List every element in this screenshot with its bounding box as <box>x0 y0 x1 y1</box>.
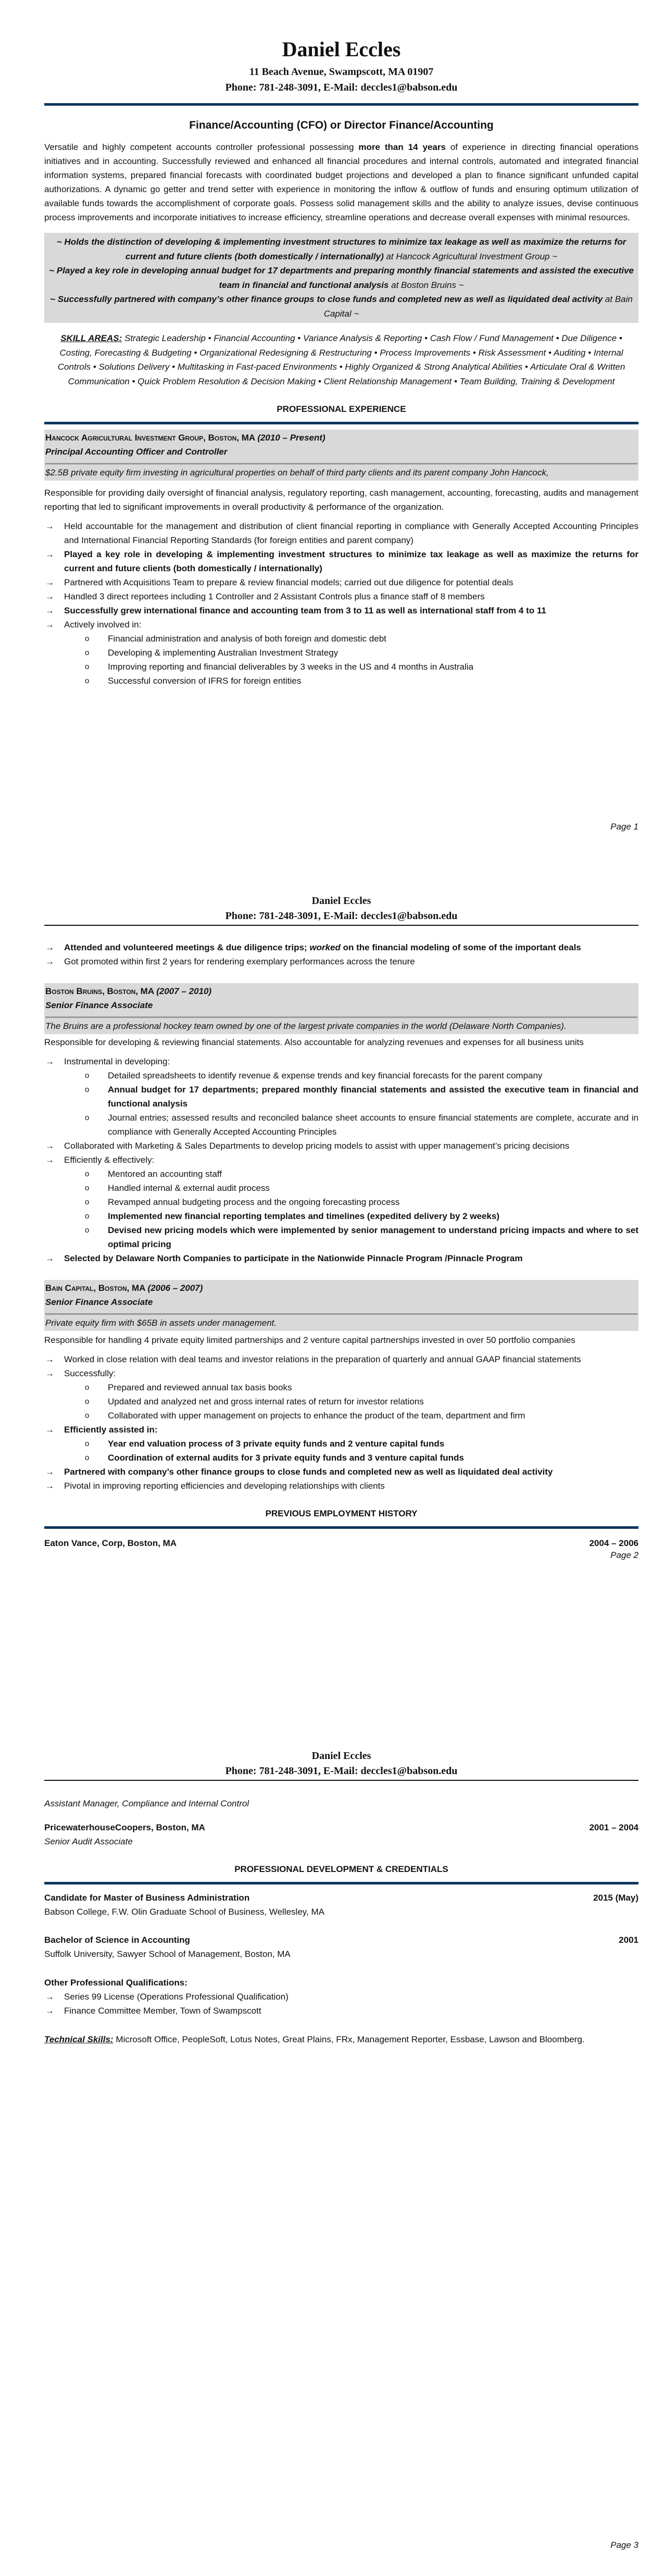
arrow-icon: → <box>45 577 54 587</box>
list-item: o Prepared and reviewed annual tax basis books <box>44 1380 638 1394</box>
qualifications-list <box>44 1990 638 2018</box>
job-header <box>44 1280 638 1315</box>
arrow-icon: → <box>45 2006 54 2016</box>
list-item: → Series 99 License (Operations Professional Qualification) <box>44 1990 638 2004</box>
previous-title: Senior Audit Associate <box>44 1837 133 1846</box>
arrow-icon: → <box>45 592 54 601</box>
previous-title: Assistant Manager, Compliance and Internal Control <box>44 1799 249 1808</box>
job-bullets <box>44 1423 638 1437</box>
circle-bullet-icon: o <box>85 648 90 657</box>
circle-bullet-icon: o <box>85 1184 90 1192</box>
sub-bullets <box>44 1069 638 1139</box>
arrow-icon: → <box>45 1368 54 1378</box>
list-item: o Updated and analyzed net and gross internal rates of return for investor relations <box>44 1394 638 1409</box>
list-item: o Handled internal & external audit process <box>44 1181 638 1195</box>
header-rule <box>44 925 638 926</box>
page-number: Page 1 <box>610 822 638 832</box>
qualifications-label: Other Professional Qualifications: <box>44 1978 187 1988</box>
circle-bullet-icon: o <box>85 1198 90 1207</box>
header-rule <box>44 103 638 106</box>
list-item: → Finance Committee Member, Town of Swampscott <box>44 2004 638 2018</box>
arrow-icon: → <box>45 1992 54 2002</box>
arrow-icon: → <box>45 957 54 966</box>
circle-bullet-icon: o <box>85 1113 90 1122</box>
address: 11 Beach Avenue, Swampscott, MA 01907 <box>249 66 434 78</box>
job-title: Principal Accounting Officer and Controller <box>45 447 228 457</box>
section-rule <box>44 422 638 424</box>
education-row <box>44 1933 638 1947</box>
degree: Candidate for Master of Business Administration <box>44 1893 250 1903</box>
circle-bullet-icon: o <box>85 1383 90 1392</box>
sub-bullets <box>44 1380 638 1423</box>
job-description: $2.5B private equity firm investing in agricultural properties on behalf of third party clients and its parent company John Hancock, <box>44 464 638 481</box>
list-item: o Journal entries; assessed results and reconciled balance sheet accounts to ensure financial statements are complete, accurate and in compliance with Generally Accepted Accounting Principles <box>44 1111 638 1139</box>
arrow-icon: → <box>45 1253 54 1263</box>
education-row <box>44 1891 638 1905</box>
sub-bullets <box>44 632 638 688</box>
job-company: Hancock Agricultural Investment Group, Boston, MA (2010 – Present) <box>45 433 325 443</box>
contact-line: Phone: 781-248-3091, E-Mail: deccles1@babson.edu <box>225 82 458 93</box>
arrow-icon: → <box>45 1354 54 1364</box>
degree-date: 2015 (May) <box>593 1893 638 1903</box>
circle-bullet-icon: o <box>85 676 90 685</box>
list-item: → Played a key role in developing & implementing investment structures to minimize tax leakage as well as maximize the returns for current and future clients (both domestically / internationally) <box>44 547 638 575</box>
circle-bullet-icon: o <box>85 1170 90 1178</box>
highlight-item: ~ Holds the distinction of developing & implementing investment structures to minimize tax leakage as well as maximize the returns for current and future clients (both domestically / internationally) at Hancock Agricultural Investment Group ~ <box>56 237 627 261</box>
list-item: → Actively involved in: <box>44 618 638 632</box>
technical-skills: Technical Skills: Microsoft Office, PeopleSoft, Lotus Notes, Great Plains, FRx, Management Reporter, Essbase, Lawson and Bloomberg. <box>44 2034 585 2044</box>
arrow-icon: → <box>45 1155 54 1165</box>
job-description: The Bruins are a professional hockey team owned by one of the largest private companies in the world (Delaware North Companies). <box>44 1018 638 1034</box>
section-title-development: PROFESSIONAL DEVELOPMENT & CREDENTIALS <box>234 1864 448 1874</box>
list-item: o Successful conversion of IFRS for foreign entities <box>44 674 638 688</box>
job-bullets-continued <box>44 940 638 969</box>
list-item: → Held accountable for the management and distribution of client financial reporting in compliance with Generally Accepted Accounting Principles and International Financial Reporting Standards (for foreign entities and parent company) <box>44 519 638 547</box>
job-summary: Responsible for developing & reviewing financial statements. Also accountable for analyzing revenues and expenses for all business units <box>44 1037 584 1047</box>
job-bullets <box>44 1054 638 1069</box>
summary: Versatile and highly competent accounts controller professional possessing more than 14 years of experience in directing financial operations initiatives and in accounting. Successfully reviewed and enhanced all financial procedures and internal controls, automated and integrated financial information systems, prepared financial forecasts with coordinated budget projections and developed a plan to finance significant unfunded capital authorizations. A dynamic go getter and trend setter with experience in monitoring the inflow & outflow of funds and ensuring optimum utilization of available funds towards the accomplishment of corporate goals. Possess solid management skills and the ability to analyze issues, devise continuous process improvements and incorporate initiatives to increase efficiency, streamline operations and decrease overall expenses with minimal resources. <box>44 142 639 222</box>
circle-bullet-icon: o <box>85 662 90 671</box>
arrow-icon: → <box>45 943 54 952</box>
list-item: o Year end valuation process of 3 private equity funds and 2 venture capital funds <box>44 1437 638 1451</box>
job-bullets <box>44 1352 638 1380</box>
section-rule <box>44 1882 638 1884</box>
job-hancock <box>44 430 638 688</box>
circle-bullet-icon: o <box>85 1397 90 1406</box>
resume-name: Daniel Eccles <box>311 895 371 907</box>
resume-name: Daniel Eccles <box>282 37 401 61</box>
job-company: Bain Capital, Boston, MA (2006 – 2007) <box>45 1283 203 1293</box>
previous-company: Eaton Vance, Corp, Boston, MA <box>44 1538 177 1548</box>
education-item <box>44 1933 638 1961</box>
list-item: → Collaborated with Marketing & Sales Departments to develop pricing models to assist with upper management’s pricing decisions <box>44 1139 638 1153</box>
list-item: o Revamped annual budgeting process and the ongoing forecasting process <box>44 1195 638 1209</box>
contact-line: Phone: 781-248-3091, E-Mail: deccles1@babson.edu <box>225 910 458 922</box>
circle-bullet-icon: o <box>85 634 90 643</box>
previous-dates: 2001 – 2004 <box>589 1823 638 1832</box>
list-item: → Efficiently assisted in: <box>44 1423 638 1437</box>
school: Babson College, F.W. Olin Graduate School of Business, Wellesley, MA <box>44 1907 324 1917</box>
list-item: → Efficiently & effectively: <box>44 1153 638 1167</box>
circle-bullet-icon: o <box>85 1226 90 1235</box>
circle-bullet-icon: o <box>85 1411 90 1420</box>
school: Suffolk University, Sawyer School of Management, Boston, MA <box>44 1949 291 1959</box>
arrow-icon: → <box>45 549 54 559</box>
header-rule <box>44 1780 638 1781</box>
job-title: Senior Finance Associate <box>45 1297 153 1307</box>
job-title: Senior Finance Associate <box>45 1000 153 1010</box>
highlights-box <box>44 233 638 323</box>
list-item: o Devised new pricing models which were implemented by senior management to understand pricing impacts and where to set optimal pricing <box>44 1223 638 1251</box>
highlight-item: ~ Successfully partnered with company’s other finance groups to close funds and completed new as well as liquidated deal activity at Bain Capital ~ <box>50 294 633 319</box>
previous-job-row <box>44 1536 638 1550</box>
circle-bullet-icon: o <box>85 1212 90 1221</box>
degree-date: 2001 <box>619 1935 638 1945</box>
arrow-icon: → <box>45 1481 54 1491</box>
list-item: o Annual budget for 17 departments; prepared monthly financial statements and assisted the executive team in financial and functional analysis <box>44 1083 638 1111</box>
previous-job-row <box>44 1820 638 1834</box>
job-header <box>44 430 638 464</box>
list-item: o Financial administration and analysis of both foreign and domestic debt <box>44 632 638 646</box>
job-summary: Responsible for providing daily oversight of financial analysis, regulatory reporting, cash management, accounting, forecasting, audits and management reporting that led to significant improvements in overall productivity & performance of the organization. <box>44 488 638 512</box>
job-description: Private equity firm with $65B in assets under management. <box>44 1315 638 1331</box>
job-bullets <box>44 1251 638 1265</box>
arrow-icon: → <box>45 620 54 630</box>
list-item: o Developing & implementing Australian Investment Strategy <box>44 646 638 660</box>
list-item: → Partnered with Acquisitions Team to prepare & review financial models; carried out due diligence for potential deals <box>44 575 638 589</box>
arrow-icon: → <box>45 1467 54 1477</box>
list-item: → Got promoted within first 2 years for rendering exemplary performances across the tenure <box>44 954 638 969</box>
list-item: → Successfully grew international finance and accounting team from 3 to 11 as well as international staff from 4 to 11 <box>44 604 638 618</box>
list-item: → Pivotal in improving reporting efficiencies and developing relationships with clients <box>44 1479 638 1493</box>
arrow-icon: → <box>45 606 54 615</box>
page-number: Page 3 <box>610 2540 638 2550</box>
arrow-icon: → <box>45 1425 54 1435</box>
job-company: Boston Bruins, Boston, MA (2007 – 2010) <box>45 986 212 996</box>
list-item: → Handled 3 direct reportees including 1 Controller and 2 Assistant Controls plus a finance staff of 8 members <box>44 589 638 604</box>
list-item: → Instrumental in developing: <box>44 1054 638 1069</box>
list-item: → Successfully: <box>44 1366 638 1380</box>
list-item: → Partnered with company’s other finance groups to close funds and completed new as well as liquidated deal activity <box>44 1465 638 1479</box>
sub-bullets <box>44 1437 638 1465</box>
arrow-icon: → <box>45 1057 54 1066</box>
skill-areas: SKILL AREAS: Strategic Leadership • Financial Accounting • Variance Analysis & Reporting • Cash Flow / Fund Management • Due Diligence • Costing, Forecasting & Budgeting • Organizational Redesigning & Restructuring • Process Improvements • Risk Assessment • Auditing • Internal Controls • Solutions Delivery • Multitasking in Fast-paced Environments • Highly Organized & Strong Analytical Abilities • Articulate Oral & Written Communication • Quick Problem Resolution & Decision Making • Client Relationship Management • Team Building, Training & Development <box>57 333 625 386</box>
headline: Finance/Accounting (CFO) or Director Finance/Accounting <box>189 119 494 131</box>
list-item: → Attended and volunteered meetings & due diligence trips; worked on the financial modeling of some of the important deals <box>44 940 638 954</box>
list-item: → Selected by Delaware North Companies to participate in the Nationwide Pinnacle Program /Pinnacle Program <box>44 1251 638 1265</box>
degree: Bachelor of Science in Accounting <box>44 1935 190 1945</box>
section-title-previous: PREVIOUS EMPLOYMENT HISTORY <box>265 1509 418 1518</box>
job-summary: Responsible for handling 4 private equity limited partnerships and 2 venture capital partnerships invested in over 50 portfolio companies <box>44 1335 575 1345</box>
circle-bullet-icon: o <box>85 1071 90 1080</box>
job-bullets <box>44 1139 638 1167</box>
list-item: o Collaborated with upper management on projects to enhance the product of the team, department and firm <box>44 1409 638 1423</box>
contact-line: Phone: 781-248-3091, E-Mail: deccles1@babson.edu <box>225 1765 458 1777</box>
arrow-icon: → <box>45 1141 54 1151</box>
job-bullets <box>44 1465 638 1493</box>
page-number: Page 2 <box>610 1550 638 1560</box>
sub-bullets <box>44 1167 638 1251</box>
previous-dates: 2004 – 2006 <box>589 1538 638 1548</box>
circle-bullet-icon: o <box>85 1453 90 1462</box>
previous-company: PricewaterhouseCoopers, Boston, MA <box>44 1823 205 1832</box>
section-rule <box>44 1526 638 1529</box>
job-bullets <box>44 519 638 632</box>
education-item <box>44 1891 638 1919</box>
list-item: o Improving reporting and financial deliverables by 3 weeks in the US and 4 months in Australia <box>44 660 638 674</box>
list-item: o Mentored an accounting staff <box>44 1167 638 1181</box>
list-item: → Worked in close relation with deal teams and investor relations in the preparation of quarterly and annual GAAP financial statements <box>44 1352 638 1366</box>
highlight-item: ~ Played a key role in developing annual budget for 17 departments and preparing monthly financial statements and assisted the executive team in financial and functional analysis at Boston Bruins ~ <box>49 266 634 290</box>
section-title-experience: PROFESSIONAL EXPERIENCE <box>277 404 406 414</box>
job-bain <box>44 1280 638 1493</box>
circle-bullet-icon: o <box>85 1439 90 1448</box>
list-item: o Coordination of external audits for 3 private equity funds and 3 venture capital funds <box>44 1451 638 1465</box>
circle-bullet-icon: o <box>85 1085 90 1094</box>
list-item: o Implemented new financial reporting templates and timelines (expedited delivery by 2 weeks) <box>44 1209 638 1223</box>
arrow-icon: → <box>45 521 54 531</box>
resume-name: Daniel Eccles <box>311 1750 371 1762</box>
job-bruins <box>44 983 638 1265</box>
job-header <box>44 983 638 1018</box>
list-item: o Detailed spreadsheets to identify revenue & expense trends and key financial forecasts for the parent company <box>44 1069 638 1083</box>
